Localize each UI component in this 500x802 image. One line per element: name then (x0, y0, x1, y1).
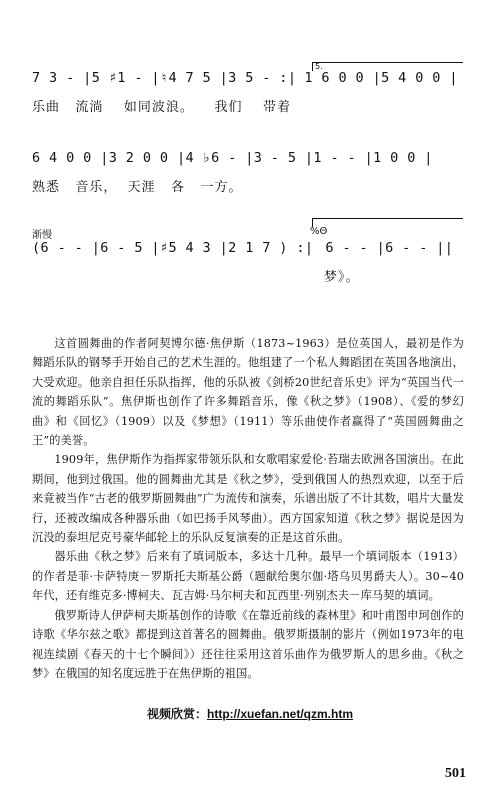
notation-line (32, 150, 464, 176)
paragraph: 1909年，焦伊斯作为指挥家带领乐队和女歌唱家爱伦·苔瑞去欧洲各国演出。在此期间，他到过俄国。他的圆舞曲尤其是《秋之梦》，受到俄国人的热烈欢迎，以至于后来竟被当作“古老的俄罗斯圆舞曲”广为流传和演奏，乐谱出版了不计其数，唱片大量发行，还被改编成各种器乐曲（如巴扬手风琴曲）。西方国家知道《秋之梦》据说是因为沉没的泰坦尼克号豪华邮轮上的乐队反复演奏的正是这首乐曲。 (32, 453, 464, 545)
music-system-1 (32, 62, 464, 118)
lyrics-line: 熟悉 音乐， 天涯 各 一方。 (32, 180, 243, 195)
paragraph: 俄罗斯诗人伊萨柯夫斯基创作的诗歌《在靠近前线的森林里》和叶甫图申珂创作的诗歌《华尔兹之歌》都提到这首著名的圆舞曲。俄罗斯摄制的影片（例如1973年的电视连续剧《春天的十七个瞬间》）还往往采用这首乐曲作为俄罗斯人的思乡曲。《秋之梦》在俄国的知名度远胜于在焦伊斯的祖国。 (32, 608, 464, 680)
notation-segment: 6 4 0 0 |3 2 0 0 |4 ♭6 - |3 - 5 |1 - - |1 0 0 | (32, 150, 433, 166)
notation-segment: 1 6 0 0 |5 4 0 0 | (304, 70, 458, 86)
music-system-2 (32, 150, 464, 198)
notation-line (32, 70, 464, 96)
lyrics-text: 梦》。 (324, 270, 360, 285)
lyrics-line (32, 266, 464, 288)
notation-segment: 7 3 - |5 ♯1 - |♮4 7 5 |3 5 - :| (32, 70, 297, 86)
notation-line (32, 240, 464, 266)
volta-label: 5. (315, 62, 323, 71)
lyrics-line: 乐曲 流淌 如同波浪。 我们 带着 (32, 100, 291, 115)
video-link[interactable]: http://xuefan.net/qzm.htm (207, 707, 353, 721)
volta-bracket (312, 218, 463, 227)
paragraph: 这首圆舞曲的作者阿契博尔德·焦伊斯（1873~1963）是位英国人，最初是作为舞蹈乐队的钢琴手开始自己的艺术生涯的。他组建了一个私人舞蹈团在英国各地演出，大受欢迎。他亲自担任乐队指挥，他的乐队被《剑桥20世纪音乐史》评为“英国当代一流的舞蹈乐队”。焦伊斯也创作了许多舞蹈音乐，像《秋之梦》（1908）、《爱的梦幻曲》和《回忆》（1909）以及《梦想》（1911）等乐曲使作者赢得了“英国圆舞曲之王”的美誉。 (32, 337, 464, 448)
page-number: 501 (445, 766, 466, 781)
video-label: 视频欣赏： (146, 707, 207, 721)
video-link-line (0, 705, 500, 722)
paragraph: 器乐曲《秋之梦》后来有了填词版本，多达十几种。最早一个填词版本（1913）的作者是菲·卡萨特庚－罗斯托夫斯基公爵（题献给奥尔伽·塔乌贝男爵夫人）。30~40年代，还有维克多·博柯夫、瓦吉姆·马尔柯夫和瓦西里·列别杰夫－库马契的填词。 (32, 550, 464, 603)
article-body (32, 334, 464, 683)
segno-sign: %Θ (310, 226, 328, 237)
music-system-3 (32, 226, 464, 288)
tempo-mark: 渐慢 (32, 230, 52, 241)
notation-segment: 6 - - |6 - - || (325, 240, 454, 256)
notation-segment: (6 - - |6 - 5 |♯5 4 3 |2 1 7 ) :| (32, 240, 314, 256)
